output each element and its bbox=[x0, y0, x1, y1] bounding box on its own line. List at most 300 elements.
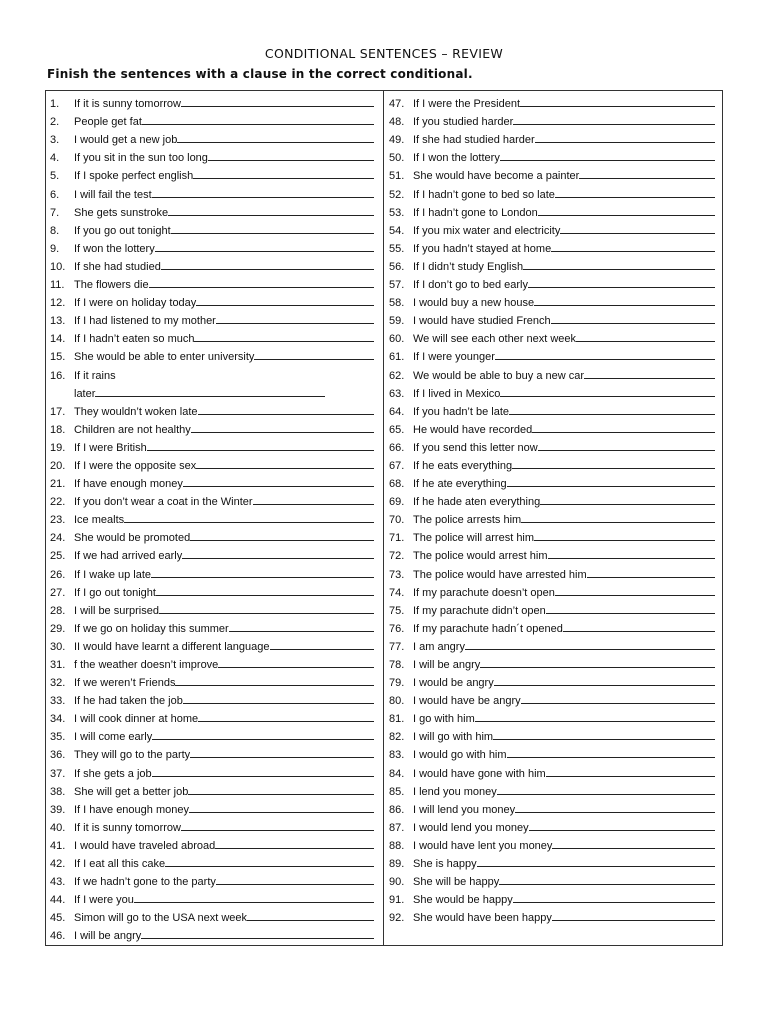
item-number: 41. bbox=[50, 839, 66, 852]
item-prompt: I would have lent you money bbox=[413, 839, 553, 852]
answer-blank[interactable] bbox=[229, 631, 374, 632]
answer-blank[interactable] bbox=[215, 848, 374, 849]
page-title: CONDITIONAL SENTENCES – REVIEW bbox=[264, 46, 504, 61]
item-prompt: She will be happy bbox=[413, 876, 500, 889]
exercise-item bbox=[389, 237, 719, 255]
item-number: 88. bbox=[389, 839, 405, 852]
item-number: 3. bbox=[50, 134, 60, 147]
item-prompt-continuation: later bbox=[74, 387, 96, 400]
item-number: 50. bbox=[389, 152, 405, 165]
exercise-item bbox=[50, 128, 378, 146]
answer-blank[interactable] bbox=[584, 378, 715, 379]
item-number: 87. bbox=[389, 821, 405, 834]
item-prompt: If I eat all this cake bbox=[74, 858, 166, 871]
exercise-item bbox=[389, 617, 719, 635]
answer-blank[interactable] bbox=[560, 233, 715, 234]
item-number: 62. bbox=[389, 369, 405, 382]
answer-blank[interactable] bbox=[555, 197, 715, 198]
exercise-item bbox=[389, 599, 719, 617]
exercise-item bbox=[389, 472, 719, 490]
item-number: 17. bbox=[50, 405, 66, 418]
exercise-item bbox=[389, 363, 719, 381]
exercise-item bbox=[389, 400, 719, 418]
exercise-item bbox=[50, 526, 378, 544]
exercise-item bbox=[50, 327, 378, 345]
answer-blank[interactable] bbox=[528, 287, 715, 288]
item-number: 36. bbox=[50, 749, 66, 762]
item-number: 11. bbox=[50, 279, 65, 292]
item-prompt: Simon will go to the USA next week bbox=[74, 912, 248, 925]
item-number: 71. bbox=[389, 532, 405, 545]
item-number: 21. bbox=[50, 478, 66, 491]
item-number: 68. bbox=[389, 478, 405, 491]
item-number: 26. bbox=[50, 568, 66, 581]
answer-blank[interactable] bbox=[534, 540, 715, 541]
item-prompt: If I don’t go to bed early bbox=[413, 279, 528, 292]
answer-blank[interactable] bbox=[142, 124, 374, 125]
item-prompt: If we had arrived early bbox=[74, 550, 183, 563]
item-prompt: If she had studied bbox=[74, 260, 161, 273]
answer-blank[interactable] bbox=[188, 794, 374, 795]
item-prompt: If I go out tonight bbox=[74, 586, 156, 599]
item-prompt: The police arrests him bbox=[413, 514, 522, 527]
exercise-item bbox=[50, 436, 378, 454]
item-number: 18. bbox=[50, 423, 66, 436]
item-number: 29. bbox=[50, 622, 66, 635]
answer-blank[interactable] bbox=[181, 106, 374, 107]
item-number: 92. bbox=[389, 912, 405, 925]
answer-blank[interactable] bbox=[538, 215, 715, 216]
item-prompt: We would be able to buy a new car bbox=[413, 369, 585, 382]
item-number: 63. bbox=[389, 387, 405, 400]
item-number: 19. bbox=[50, 441, 66, 454]
item-number: 67. bbox=[389, 459, 405, 472]
item-prompt: f the weather doesn’t improve bbox=[74, 659, 219, 671]
exercise-item bbox=[389, 345, 719, 363]
answer-blank[interactable] bbox=[500, 160, 715, 161]
item-number: 69. bbox=[389, 496, 405, 509]
item-number: 59. bbox=[389, 315, 405, 328]
item-number: 30. bbox=[50, 640, 66, 653]
item-prompt: I will lend you money bbox=[413, 803, 516, 816]
item-number: 9. bbox=[50, 242, 60, 255]
item-prompt: If my parachute didn’t open bbox=[413, 604, 546, 617]
exercise-item bbox=[389, 164, 719, 182]
item-number: 40. bbox=[50, 821, 66, 834]
exercise-item bbox=[50, 906, 378, 924]
item-prompt: I am angry bbox=[413, 640, 465, 653]
exercise-item bbox=[389, 454, 719, 472]
exercise-item bbox=[50, 562, 378, 580]
item-number: 89. bbox=[389, 858, 405, 871]
item-prompt: If I have enough money bbox=[74, 803, 189, 816]
item-number: 4. bbox=[50, 152, 60, 165]
item-prompt: I will fail the test bbox=[74, 188, 152, 201]
item-number: 5. bbox=[50, 170, 60, 183]
item-number: 75. bbox=[389, 604, 405, 617]
item-prompt: I would have be angry bbox=[413, 695, 521, 708]
answer-blank[interactable] bbox=[523, 269, 715, 270]
answer-blank[interactable] bbox=[563, 631, 715, 632]
answer-blank[interactable] bbox=[538, 450, 715, 451]
item-prompt: If she had studied harder bbox=[413, 134, 535, 147]
answer-blank[interactable] bbox=[499, 884, 715, 885]
item-prompt: If I were on holiday today bbox=[74, 297, 197, 310]
item-number: 14. bbox=[50, 333, 66, 346]
exercise-item bbox=[50, 182, 378, 200]
answer-blank[interactable] bbox=[141, 938, 374, 939]
answer-blank[interactable] bbox=[552, 920, 715, 921]
item-prompt: They will go to the party bbox=[74, 749, 191, 762]
item-number: 73. bbox=[389, 568, 405, 581]
item-prompt: I would be angry bbox=[413, 677, 494, 690]
answer-blank[interactable] bbox=[124, 522, 374, 523]
exercise-item bbox=[389, 128, 719, 146]
answer-blank[interactable] bbox=[194, 341, 374, 342]
answer-blank[interactable] bbox=[540, 504, 715, 505]
answer-blank[interactable] bbox=[587, 577, 715, 578]
item-prompt: If it rains bbox=[74, 369, 116, 382]
exercise-item bbox=[389, 146, 719, 164]
answer-blank[interactable] bbox=[475, 721, 715, 722]
exercise-item bbox=[50, 400, 378, 418]
item-number: 2. bbox=[50, 116, 60, 129]
item-number: 61. bbox=[389, 351, 405, 364]
item-number: 49. bbox=[389, 134, 405, 147]
item-number: 57. bbox=[389, 279, 405, 292]
item-prompt: If he eats everything bbox=[413, 459, 513, 472]
answer-blank[interactable] bbox=[513, 124, 715, 125]
exercise-item bbox=[389, 725, 719, 743]
item-prompt: If I had listened to my mother bbox=[74, 315, 216, 328]
item-prompt: I will go with him bbox=[413, 731, 494, 744]
item-prompt: I will be angry bbox=[74, 930, 142, 943]
exercise-item bbox=[389, 743, 719, 761]
answer-blank[interactable] bbox=[497, 794, 715, 795]
item-prompt: I will be angry bbox=[413, 659, 481, 671]
item-prompt: She would be able to enter university bbox=[74, 351, 255, 364]
item-prompt: If my parachute doesn’t open bbox=[413, 586, 555, 599]
answer-blank[interactable] bbox=[190, 540, 374, 541]
exercise-item bbox=[389, 526, 719, 544]
exercise-item bbox=[50, 219, 378, 237]
item-number: 24. bbox=[50, 532, 66, 545]
answer-blank[interactable] bbox=[507, 757, 715, 758]
answer-blank[interactable] bbox=[155, 251, 374, 252]
answer-blank[interactable] bbox=[159, 613, 374, 614]
item-number: 54. bbox=[389, 224, 405, 237]
item-prompt: If you mix water and electricity bbox=[413, 224, 561, 237]
item-number: 23. bbox=[50, 514, 66, 527]
exercise-item bbox=[50, 345, 378, 363]
item-number: 70. bbox=[389, 514, 405, 527]
answer-blank[interactable] bbox=[535, 142, 715, 143]
exercise-item bbox=[50, 309, 378, 327]
answer-blank[interactable] bbox=[551, 251, 715, 252]
exercise-item bbox=[50, 164, 378, 182]
item-prompt: If you go out tonight bbox=[74, 224, 171, 237]
answer-blank[interactable] bbox=[171, 233, 374, 234]
right-column bbox=[389, 92, 719, 924]
answer-blank[interactable] bbox=[152, 197, 374, 198]
answer-blank[interactable] bbox=[189, 812, 374, 813]
answer-blank[interactable] bbox=[521, 703, 715, 704]
answer-blank[interactable] bbox=[247, 920, 374, 921]
item-number: 66. bbox=[389, 441, 405, 454]
left-column bbox=[50, 92, 378, 942]
item-number: 12. bbox=[50, 297, 66, 310]
item-prompt: If he had taken the job bbox=[74, 695, 183, 708]
item-number: 53. bbox=[389, 206, 405, 219]
answer-blank[interactable] bbox=[477, 866, 715, 867]
item-prompt: If I spoke perfect english bbox=[74, 170, 194, 183]
exercise-item bbox=[389, 418, 719, 436]
exercise-item bbox=[389, 761, 719, 779]
item-number: 51. bbox=[389, 170, 405, 183]
answer-blank[interactable] bbox=[551, 323, 715, 324]
item-prompt: If won the lottery bbox=[74, 242, 155, 255]
exercise-item bbox=[389, 327, 719, 345]
exercise-item bbox=[50, 418, 378, 436]
exercise-item bbox=[389, 92, 719, 110]
exercise-item bbox=[50, 635, 378, 653]
exercise-item bbox=[389, 182, 719, 200]
answer-blank[interactable] bbox=[218, 667, 374, 668]
item-prompt: I would go with him bbox=[413, 749, 507, 762]
answer-blank[interactable] bbox=[520, 106, 715, 107]
item-prompt: If you don’t wear a coat in the Winter bbox=[74, 496, 253, 509]
item-number: 64. bbox=[389, 405, 405, 418]
answer-blank[interactable] bbox=[521, 522, 715, 523]
exercise-item bbox=[50, 798, 378, 816]
item-prompt: If we go on holiday this summer bbox=[74, 622, 229, 635]
item-prompt: She is happy bbox=[413, 858, 477, 871]
exercise-item bbox=[50, 237, 378, 255]
item-number: 47. bbox=[389, 98, 405, 111]
exercise-item bbox=[389, 870, 719, 888]
item-number: 85. bbox=[389, 785, 405, 798]
answer-blank[interactable] bbox=[190, 757, 374, 758]
exercise-item bbox=[50, 273, 378, 291]
answer-blank[interactable] bbox=[552, 848, 715, 849]
exercise-item bbox=[50, 255, 378, 273]
exercise-item bbox=[389, 110, 719, 128]
exercise-item bbox=[389, 671, 719, 689]
exercise-item bbox=[389, 219, 719, 237]
item-number: 1. bbox=[50, 98, 60, 111]
item-prompt: If have enough money bbox=[74, 478, 183, 491]
item-prompt: If she gets a job bbox=[74, 767, 152, 780]
answer-blank[interactable] bbox=[198, 721, 374, 722]
item-prompt: If I hadn’t gone to bed so late bbox=[413, 188, 555, 201]
item-number: 90. bbox=[389, 876, 405, 889]
item-prompt: If I won the lottery bbox=[413, 152, 500, 165]
item-number: 84. bbox=[389, 767, 405, 780]
answer-blank[interactable] bbox=[512, 468, 715, 469]
item-number: 28. bbox=[50, 604, 66, 617]
answer-blank[interactable] bbox=[196, 305, 374, 306]
item-prompt: I go with him bbox=[413, 713, 475, 726]
item-number: 91. bbox=[389, 894, 405, 907]
item-prompt: She would be promoted bbox=[74, 532, 191, 545]
answer-blank[interactable] bbox=[149, 287, 374, 288]
exercise-item bbox=[50, 490, 378, 508]
item-prompt: If he ate everything bbox=[413, 478, 507, 491]
answer-blank[interactable] bbox=[515, 812, 715, 813]
item-number: 72. bbox=[389, 550, 405, 563]
exercise-item bbox=[389, 906, 719, 924]
answer-blank[interactable] bbox=[495, 359, 715, 360]
item-number: 56. bbox=[389, 260, 405, 273]
item-prompt: If I were the opposite sex bbox=[74, 459, 197, 472]
exercise-table bbox=[45, 90, 723, 946]
item-prompt: If you sit in the sun too long bbox=[74, 152, 208, 165]
answer-blank[interactable] bbox=[193, 178, 374, 179]
item-number: 43. bbox=[50, 876, 66, 889]
item-number: 35. bbox=[50, 731, 66, 744]
answer-blank[interactable] bbox=[151, 577, 374, 578]
item-number: 33. bbox=[50, 695, 66, 708]
answer-blank[interactable] bbox=[191, 432, 374, 433]
item-number: 32. bbox=[50, 677, 66, 690]
answer-blank[interactable] bbox=[183, 486, 374, 487]
answer-blank[interactable] bbox=[216, 884, 374, 885]
item-prompt: The flowers die bbox=[74, 279, 149, 292]
item-prompt: If I hadn’t gone to London bbox=[413, 206, 538, 219]
exercise-item bbox=[50, 852, 378, 870]
item-number: 65. bbox=[389, 423, 405, 436]
item-number: 86. bbox=[389, 803, 405, 816]
answer-blank[interactable] bbox=[509, 414, 715, 415]
exercise-item bbox=[389, 834, 719, 852]
item-prompt: The police would arrest him bbox=[413, 550, 548, 563]
exercise-item bbox=[389, 888, 719, 906]
item-prompt: I would lend you money bbox=[413, 821, 529, 834]
exercise-item bbox=[389, 816, 719, 834]
answer-blank[interactable] bbox=[168, 215, 374, 216]
item-prompt: If my parachute hadn´t opened bbox=[413, 622, 563, 635]
item-prompt: We will see each other next week bbox=[413, 333, 577, 346]
item-prompt: II would have learnt a different language bbox=[74, 640, 270, 653]
column-divider bbox=[383, 91, 384, 945]
answer-blank[interactable] bbox=[465, 649, 715, 650]
answer-blank[interactable] bbox=[134, 902, 374, 903]
item-number: 81. bbox=[389, 713, 405, 726]
answer-blank[interactable] bbox=[546, 776, 715, 777]
item-number: 8. bbox=[50, 224, 60, 237]
exercise-item bbox=[389, 309, 719, 327]
item-number: 52. bbox=[389, 188, 405, 201]
item-prompt: If we weren’t Friends bbox=[74, 677, 176, 690]
exercise-item bbox=[50, 816, 378, 834]
item-number: 44. bbox=[50, 894, 66, 907]
exercise-item bbox=[389, 273, 719, 291]
answer-blank[interactable] bbox=[161, 269, 374, 270]
exercise-item bbox=[50, 201, 378, 219]
answer-blank[interactable] bbox=[147, 450, 374, 451]
item-number: 15. bbox=[50, 351, 66, 364]
exercise-item bbox=[389, 436, 719, 454]
answer-blank[interactable] bbox=[500, 396, 715, 397]
answer-blank[interactable] bbox=[165, 866, 374, 867]
answer-blank[interactable] bbox=[548, 558, 715, 559]
answer-blank[interactable] bbox=[152, 776, 374, 777]
item-prompt: They wouldn’t woken late bbox=[74, 405, 198, 418]
exercise-item bbox=[389, 508, 719, 526]
item-number: 46. bbox=[50, 930, 66, 943]
exercise-item bbox=[389, 852, 719, 870]
item-prompt: If it is sunny tomorrow bbox=[74, 821, 181, 834]
item-prompt: She would have become a painter bbox=[413, 170, 580, 183]
answer-blank[interactable] bbox=[152, 739, 374, 740]
exercise-item bbox=[50, 291, 378, 309]
item-prompt: If I were younger bbox=[413, 351, 495, 364]
answer-blank[interactable] bbox=[494, 685, 715, 686]
item-prompt: She would have been happy bbox=[413, 912, 552, 925]
item-prompt: People get fat bbox=[74, 116, 142, 129]
answer-blank[interactable] bbox=[480, 667, 715, 668]
item-number: 20. bbox=[50, 459, 66, 472]
item-number: 22. bbox=[50, 496, 66, 509]
item-prompt: The police would have arrested him bbox=[413, 568, 587, 581]
answer-blank[interactable] bbox=[254, 359, 374, 360]
answer-blank[interactable] bbox=[177, 142, 374, 143]
answer-blank[interactable] bbox=[198, 414, 374, 415]
answer-blank[interactable] bbox=[546, 613, 715, 614]
answer-blank[interactable] bbox=[216, 323, 374, 324]
item-number: 27. bbox=[50, 586, 66, 599]
item-number: 45. bbox=[50, 912, 66, 925]
answer-blank[interactable] bbox=[507, 486, 715, 487]
answer-blank[interactable] bbox=[181, 830, 374, 831]
answer-blank[interactable] bbox=[270, 649, 375, 650]
item-number: 42. bbox=[50, 858, 66, 871]
exercise-item bbox=[50, 544, 378, 562]
instructions: Finish the sentences with a clause in the correct conditional. bbox=[47, 67, 473, 81]
item-number: 48. bbox=[389, 116, 405, 129]
answer-blank[interactable] bbox=[534, 305, 715, 306]
item-prompt: She will get a better job bbox=[74, 785, 189, 798]
answer-blank[interactable] bbox=[532, 432, 715, 433]
answer-blank[interactable] bbox=[95, 396, 325, 397]
answer-blank[interactable] bbox=[208, 160, 374, 161]
exercise-item bbox=[50, 834, 378, 852]
answer-blank[interactable] bbox=[196, 468, 374, 469]
answer-blank[interactable] bbox=[513, 902, 715, 903]
item-prompt: If I didn’t study English bbox=[413, 260, 524, 273]
answer-blank[interactable] bbox=[183, 703, 374, 704]
answer-blank[interactable] bbox=[156, 595, 374, 596]
answer-blank[interactable] bbox=[175, 685, 374, 686]
item-prompt: If you hadn’t stayed at home bbox=[413, 242, 552, 255]
answer-blank[interactable] bbox=[529, 830, 715, 831]
item-prompt: The police will arrest him bbox=[413, 532, 535, 545]
exercise-item bbox=[389, 291, 719, 309]
answer-blank[interactable] bbox=[555, 595, 715, 596]
exercise-item bbox=[50, 581, 378, 599]
answer-blank[interactable] bbox=[579, 178, 715, 179]
item-prompt: I would buy a new house bbox=[413, 297, 535, 310]
answer-blank[interactable] bbox=[253, 504, 374, 505]
exercise-item bbox=[389, 562, 719, 580]
answer-blank[interactable] bbox=[493, 739, 715, 740]
answer-blank[interactable] bbox=[576, 341, 715, 342]
exercise-item bbox=[50, 92, 378, 110]
item-prompt: If you hadn’t be late bbox=[413, 405, 510, 418]
item-prompt: I would have studied French bbox=[413, 315, 551, 328]
item-prompt: He would have recorded bbox=[413, 423, 533, 436]
answer-blank[interactable] bbox=[182, 558, 374, 559]
